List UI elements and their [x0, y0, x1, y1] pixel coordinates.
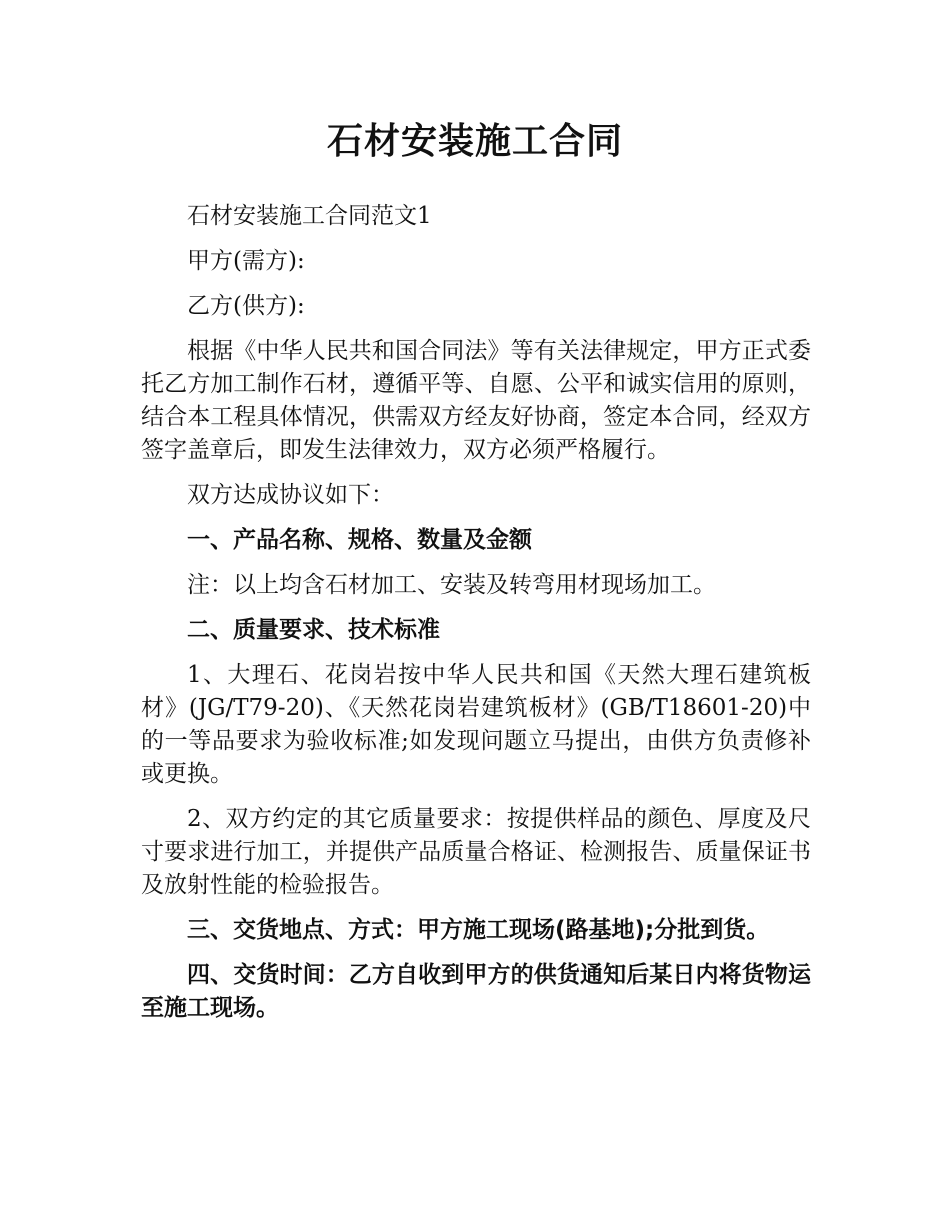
party-a-line: 甲方(需方): — [187, 248, 305, 274]
contract-template-heading: 石材安装施工合同范文1 — [187, 203, 432, 229]
document-title: 石材安装施工合同 — [326, 121, 623, 162]
agreement-intro: 双方达成协议如下： — [187, 482, 394, 508]
party-b-line: 乙方(供方): — [187, 293, 305, 319]
document-body — [141, 200, 811, 1037]
section-3-delivery-place: 三、交货地点、方式：甲方施工现场(路基地);分批到货。 — [187, 917, 770, 943]
section-2-heading: 二、质量要求、技术标准 — [187, 617, 440, 643]
section-1-note: 注：以上均含石材加工、安装及转弯用材现场加工。 — [187, 572, 716, 598]
section-1-heading: 一、产品名称、规格、数量及金额 — [187, 527, 532, 553]
section-4-delivery-time: 四、交货时间：乙方自收到甲方的供货通知后某日内将货物运至施工现场。 — [141, 962, 811, 1021]
preamble-paragraph: 根据《中华人民共和国合同法》等有关法律规定，甲方正式委托乙方加工制作石材，遵循平等、自愿、公平和诚实信用的原则，结合本工程具体情况，供需双方经友好协商，签定本合同，经双方签字盖章后，即发生法律效力，双方必须严格履行。 — [141, 338, 811, 463]
quality-clause-1: 1、大理石、花岗岩按中华人民共和国《天然大理石建筑板材》(JG/T79-20)、《天然花岗岩建筑板材》(GB/T18601-20)中的一等品要求为验收标准;如发现问题立马提出，由供方负责修补或更换。 — [141, 662, 811, 787]
quality-clause-2: 2、双方约定的其它质量要求：按提供样品的颜色、厚度及尺寸要求进行加工，并提供产品质量合格证、检测报告、质量保证书及放射性能的检验报告。 — [141, 806, 811, 898]
